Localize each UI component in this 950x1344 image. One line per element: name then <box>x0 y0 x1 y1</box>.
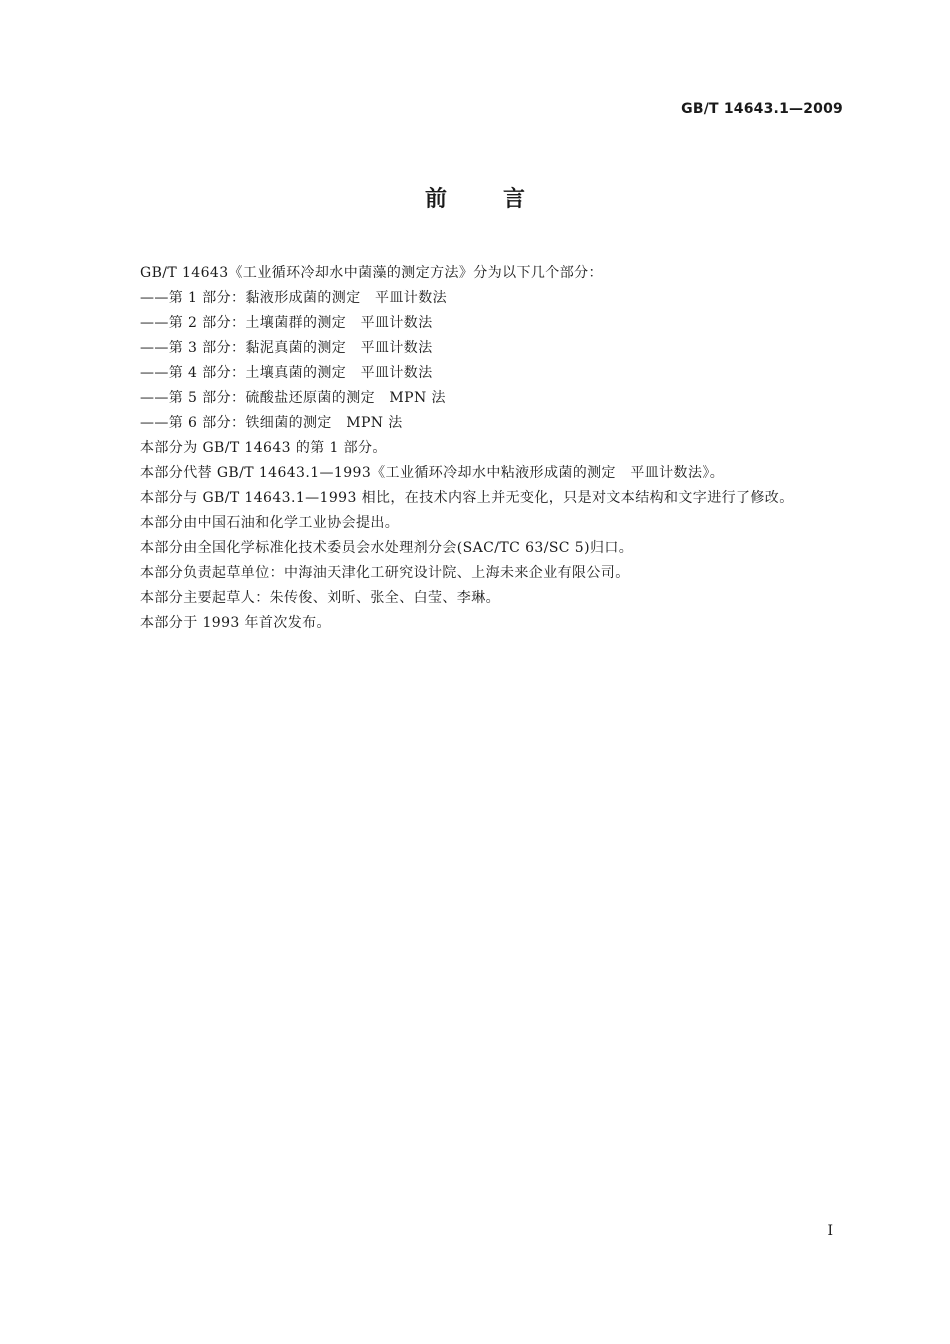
paragraph-managed-by: 本部分由全国化学标准化技术委员会水处理剂分会(SAC/TC 63/SC 5)归口。 <box>140 540 634 556</box>
paragraph-part-statement: 本部分为 GB/T 14643 的第 1 部分。 <box>140 440 387 456</box>
paragraph-drafters: 本部分主要起草人：朱传俊、刘昕、张全、白莹、李琳。 <box>140 590 500 606</box>
page-title: 前言 <box>424 187 581 212</box>
paragraph-proposed-by: 本部分由中国石油和化学工业协会提出。 <box>140 515 400 531</box>
paragraph-replaces: 本部分代替 GB/T 14643.1—1993《工业循环冷却水中粘液形成菌的测定 平皿计数法》。 <box>140 465 725 481</box>
standard-code: GB/T 14643.1—2009 <box>681 101 843 117</box>
foreword-body <box>108 261 843 636</box>
list-item-part-5: ——第 5 部分：硫酸盐还原菌的测定 MPN 法 <box>140 390 446 406</box>
list-item-part-1: ——第 1 部分：黏液形成菌的测定 平皿计数法 <box>140 290 448 306</box>
paragraph-drafting-units: 本部分负责起草单位：中海油天津化工研究设计院、上海未来企业有限公司。 <box>140 565 630 581</box>
list-item-part-2: ——第 2 部分：土壤菌群的测定 平皿计数法 <box>140 315 433 331</box>
list-item-part-6: ——第 6 部分：铁细菌的测定 MPN 法 <box>140 415 403 431</box>
list-item-part-3: ——第 3 部分：黏泥真菌的测定 平皿计数法 <box>140 340 433 356</box>
paragraph-first-issued: 本部分于 1993 年首次发布。 <box>140 615 331 631</box>
page-number: I <box>827 1223 833 1239</box>
list-item-part-4: ——第 4 部分：土壤真菌的测定 平皿计数法 <box>140 365 433 381</box>
paragraph-intro: GB/T 14643《工业循环冷却水中菌藻的测定方法》分为以下几个部分： <box>140 265 603 281</box>
paragraph-changes: 本部分与 GB/T 14643.1—1993 相比，在技术内容上并无变化，只是对文本结构和文字进行了修改。 <box>140 490 794 506</box>
